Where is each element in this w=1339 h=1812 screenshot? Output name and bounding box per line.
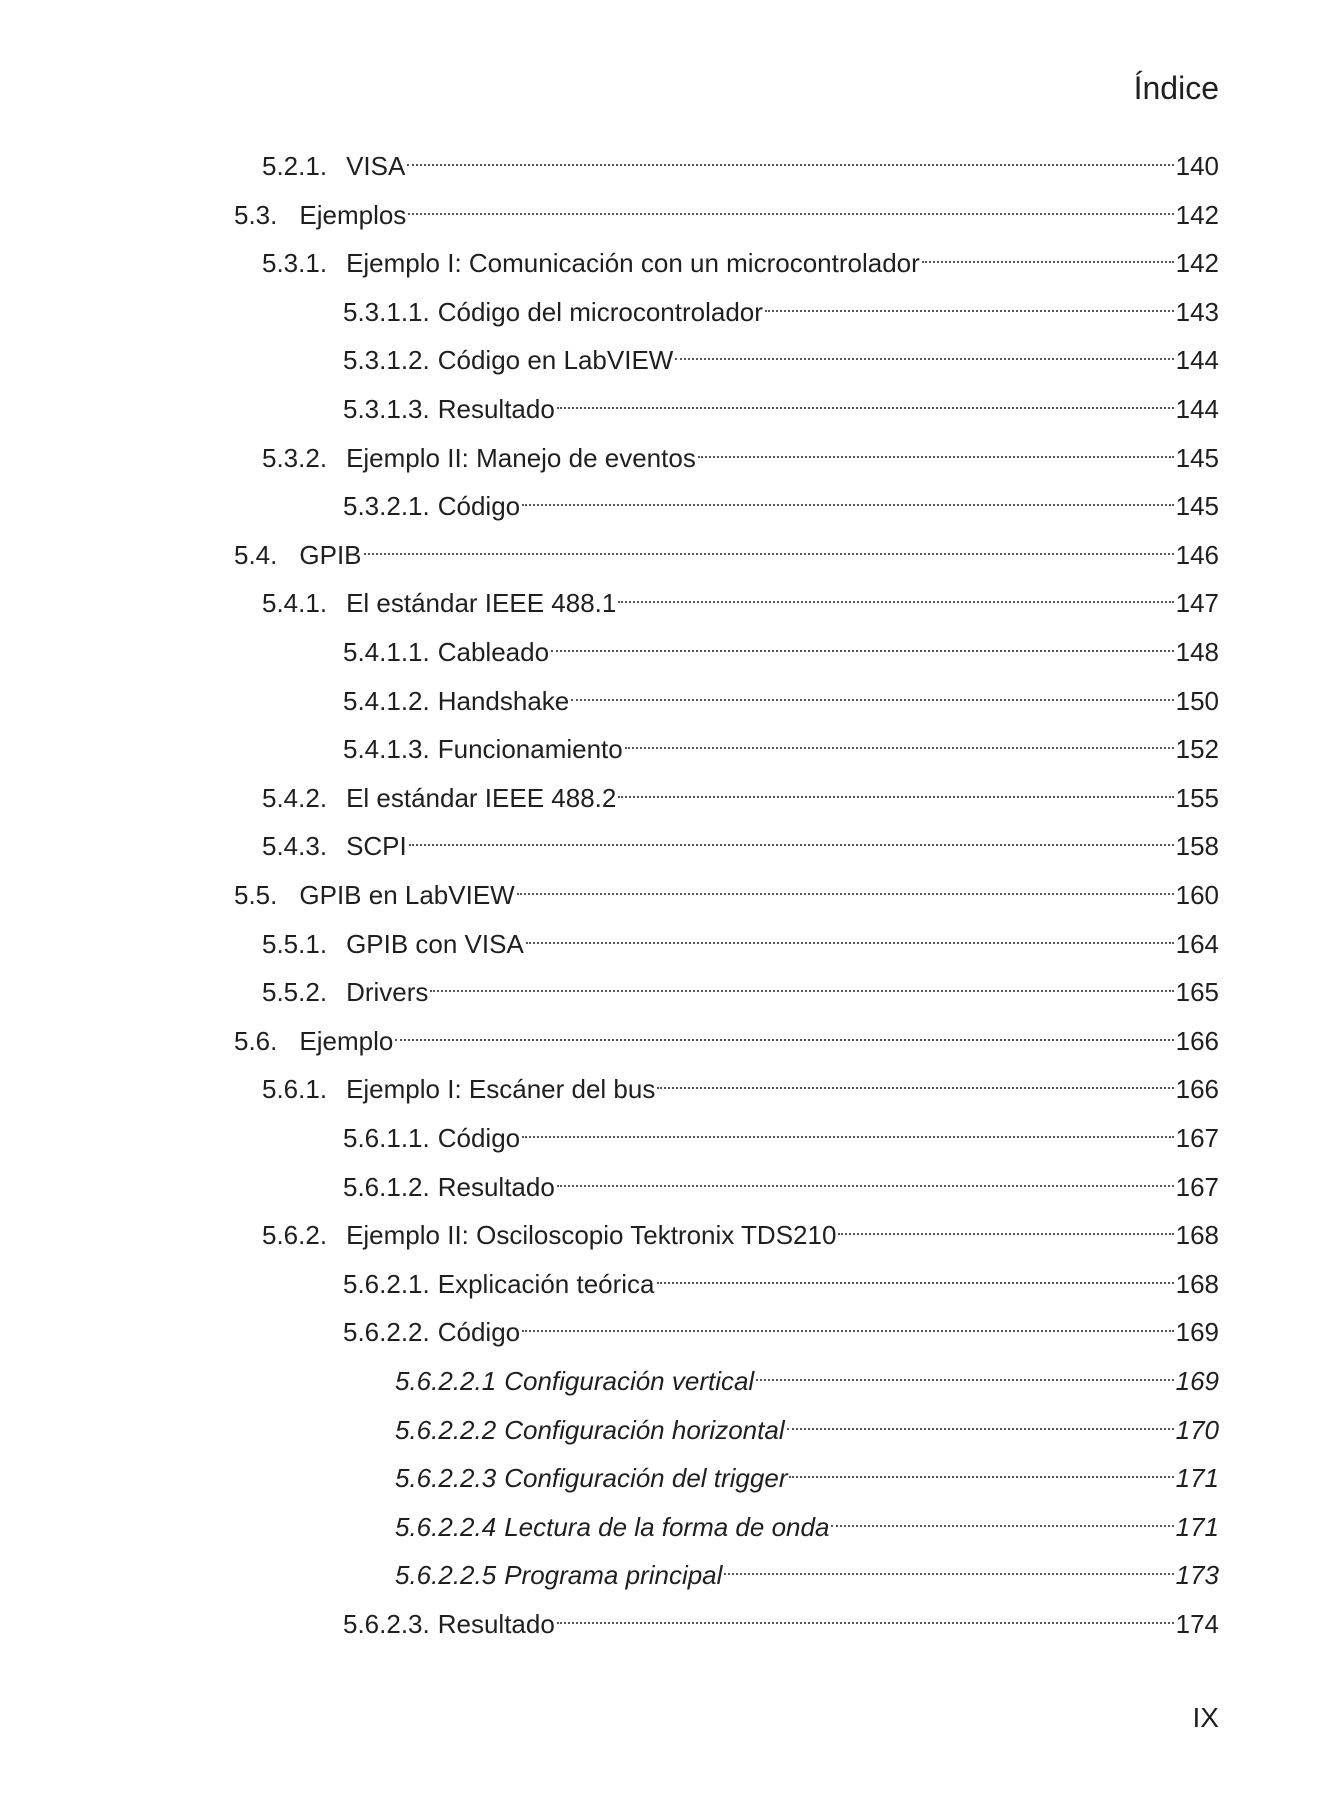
toc-entry-number: 5.4.3.	[262, 831, 328, 862]
toc-entry	[395, 1544, 1219, 1591]
toc-entry-page: 165	[1175, 977, 1219, 1008]
toc-entry-page: 170	[1175, 1414, 1219, 1445]
toc-entry-title: Resultado	[437, 1171, 555, 1202]
toc-entry-number: 5.6.2.	[262, 1220, 328, 1251]
toc-entry-number: 5.6.2.2.	[343, 1317, 430, 1348]
toc-entry-page: 166	[1175, 1025, 1219, 1056]
toc-entry	[262, 1058, 1219, 1105]
toc-entry-title: Drivers	[346, 977, 429, 1008]
toc-entry-title: Resultado	[437, 394, 555, 424]
toc-entry-number: 5.6.2.2.5	[395, 1560, 497, 1591]
toc-dot-leader	[838, 1204, 1173, 1244]
toc-entry-title: Configuración vertical	[504, 1366, 755, 1396]
toc-entry-page: 145	[1175, 442, 1219, 473]
toc-entry-page: 168	[1175, 1268, 1219, 1299]
toc-entry	[234, 524, 1219, 570]
toc-entry-page: 155	[1175, 782, 1219, 813]
toc-entry-number: 5.6.2.1.	[343, 1268, 430, 1299]
toc-entry-number: 5.6.	[234, 1025, 278, 1056]
toc-entry-number: 5.3.2.	[262, 442, 328, 473]
toc-dot-leader	[657, 1058, 1173, 1098]
toc-dot-leader	[517, 864, 1174, 904]
toc-dot-leader	[787, 1399, 1174, 1439]
toc-entry-number: 5.3.1.1.	[343, 296, 430, 327]
toc-dot-leader	[831, 1496, 1173, 1536]
toc-entry-number: 5.3.	[234, 199, 278, 230]
toc-dot-leader	[675, 329, 1173, 369]
toc-entry-page: 150	[1175, 685, 1219, 716]
toc-entry-page: 174	[1175, 1609, 1219, 1639]
toc-entry-page: 146	[1175, 539, 1219, 570]
toc-entry	[262, 961, 1219, 1008]
toc-entry-page: 171	[1175, 1511, 1219, 1542]
toc-entry	[395, 1447, 1219, 1494]
toc-entry	[262, 815, 1219, 862]
toc-entry	[343, 670, 1219, 716]
toc-entry-title: Ejemplo I: Escáner del bus	[346, 1074, 656, 1105]
toc-entry-title: Ejemplo	[299, 1025, 394, 1056]
toc-dot-leader	[557, 1593, 1174, 1633]
toc-entry-title: Handshake	[437, 685, 570, 716]
toc-entry	[262, 913, 1219, 959]
toc-entry-number: 5.6.1.	[262, 1074, 328, 1105]
toc-entry-title: El estándar IEEE 488.1	[346, 588, 617, 619]
toc-entry-number: 5.4.1.3.	[343, 734, 430, 765]
toc-dot-leader	[789, 1447, 1173, 1487]
toc-entry-number: 5.6.2.2.2	[395, 1414, 497, 1445]
toc-entry-title: Ejemplo II: Manejo de eventos	[346, 442, 696, 473]
toc-entry-title: Ejemplo I: Comunicación con un microcontrolador	[346, 248, 920, 279]
toc-entry-title: Código	[437, 491, 521, 522]
toc-entry-page: 167	[1175, 1123, 1219, 1153]
toc-entry-page: 148	[1175, 637, 1219, 667]
toc-entry	[343, 718, 1219, 765]
toc-entry	[343, 1593, 1219, 1639]
toc-entry-number: 5.2.1.	[262, 151, 328, 181]
toc-entry	[262, 232, 1219, 279]
toc-entry-title: Funcionamiento	[437, 734, 623, 765]
toc-entry-page: 144	[1175, 345, 1219, 376]
toc-dot-leader	[618, 767, 1173, 807]
toc-entry	[262, 572, 1219, 619]
toc-entry-number: 5.5.1.	[262, 928, 328, 959]
toc-entry-number: 5.6.1.1.	[343, 1123, 430, 1153]
toc-entry-title: El estándar IEEE 488.2	[346, 782, 617, 813]
toc-entry-title: GPIB con VISA	[346, 928, 524, 959]
toc-entry-title: Código en LabVIEW	[437, 345, 674, 376]
toc-entry-page: 168	[1175, 1220, 1219, 1251]
toc-dot-leader	[395, 1010, 1173, 1050]
toc-entry-title: GPIB en LabVIEW	[299, 880, 515, 910]
toc-dot-leader	[625, 718, 1174, 758]
toc-entry-page: 173	[1175, 1560, 1219, 1591]
toc-dot-leader	[618, 572, 1173, 612]
toc-entry-number: 5.5.2.	[262, 977, 328, 1008]
toc-entry	[234, 184, 1219, 230]
toc-entry-number: 5.4.1.2.	[343, 685, 430, 716]
toc-entry-page: 166	[1175, 1074, 1219, 1105]
toc-dot-leader	[756, 1350, 1173, 1390]
toc-entry-title: Configuración horizontal	[504, 1414, 785, 1445]
toc-dot-leader	[526, 913, 1174, 953]
toc-entry-title: GPIB	[299, 539, 362, 570]
toc-entry	[395, 1350, 1219, 1396]
toc-dot-leader	[522, 475, 1173, 515]
toc-entry-title: Configuración del trigger	[504, 1463, 788, 1494]
toc-entry	[343, 1253, 1219, 1299]
toc-entry-page: 140	[1175, 151, 1219, 181]
toc-dot-leader	[407, 135, 1173, 175]
toc-entry-page: 169	[1175, 1317, 1219, 1348]
toc-entry-number: 5.5.	[234, 880, 278, 910]
toc-entry-number: 5.3.1.2.	[343, 345, 430, 376]
toc-entry	[395, 1399, 1219, 1445]
toc-entry-number: 5.3.1.	[262, 248, 328, 279]
toc-entry-number: 5.6.2.2.1	[395, 1366, 497, 1396]
toc-entry	[343, 378, 1219, 424]
toc-entry	[262, 135, 1219, 181]
toc-entry	[262, 427, 1219, 473]
toc-entry-page: 167	[1175, 1171, 1219, 1202]
toc-dot-leader	[430, 961, 1173, 1001]
toc-entry-number: 5.6.2.2.4	[395, 1511, 497, 1542]
toc-entry-number: 5.3.1.3.	[343, 394, 430, 424]
toc-entry-page: 169	[1175, 1366, 1219, 1396]
toc-entry-page: 171	[1175, 1463, 1219, 1494]
toc-entry-page: 144	[1175, 394, 1219, 424]
toc-entry-number: 5.4.1.1.	[343, 637, 430, 667]
toc-entry	[343, 475, 1219, 522]
toc-entry	[395, 1496, 1219, 1542]
toc-dot-leader	[557, 378, 1174, 418]
toc-entry-title: Resultado	[437, 1609, 555, 1639]
toc-entry	[343, 1107, 1219, 1153]
page-number: IX	[1192, 1702, 1219, 1733]
toc-entry-title: Programa principal	[504, 1560, 723, 1591]
toc-entry-title: Código	[437, 1317, 521, 1348]
toc-dot-leader	[364, 524, 1174, 564]
toc-entry-page: 145	[1175, 491, 1219, 522]
toc-dot-leader	[522, 1107, 1173, 1147]
toc-entry-page: 158	[1175, 831, 1219, 862]
toc-dot-leader	[409, 815, 1174, 855]
toc-entry-title: Explicación teórica	[437, 1268, 655, 1299]
toc-entry-title: Ejemplo II: Osciloscopio Tektronix TDS210	[346, 1220, 837, 1251]
toc-entry-title: Código	[437, 1123, 521, 1153]
toc-entry-title: Código del microcontrolador	[437, 296, 763, 327]
toc-entry-title: Ejemplos	[299, 199, 407, 230]
toc-entry	[343, 329, 1219, 376]
toc-entry-number: 5.4.2.	[262, 782, 328, 813]
toc-entry-number: 5.6.2.3.	[343, 1609, 430, 1639]
toc-entry-title: Cableado	[437, 637, 550, 667]
toc-entry	[343, 1301, 1219, 1348]
toc-dot-leader	[765, 281, 1174, 321]
toc-entry-page: 147	[1175, 588, 1219, 619]
toc-dot-leader	[724, 1544, 1173, 1584]
toc-dot-leader	[922, 232, 1174, 272]
toc-entry-number: 5.6.2.2.3	[395, 1463, 497, 1494]
toc-dot-leader	[522, 1301, 1173, 1341]
toc-entry-page: 142	[1175, 248, 1219, 279]
toc-dot-leader	[408, 184, 1173, 224]
toc-entry-page: 164	[1175, 928, 1219, 959]
toc-entry-title: SCPI	[346, 831, 407, 862]
toc-entry	[234, 864, 1219, 910]
toc-entry-number: 5.4.	[234, 539, 278, 570]
toc-entry-page: 152	[1175, 734, 1219, 765]
toc-dot-leader	[551, 621, 1174, 661]
toc-entry-number: 5.4.1.	[262, 588, 328, 619]
toc-entry-page: 142	[1175, 199, 1219, 230]
toc-entry	[343, 281, 1219, 327]
toc-entry	[234, 1010, 1219, 1056]
toc-entry	[343, 1156, 1219, 1202]
toc-dot-leader	[557, 1156, 1174, 1196]
toc-entry-title: VISA	[346, 151, 406, 181]
toc-entry	[262, 767, 1219, 813]
toc-entry-title: Lectura de la forma de onda	[504, 1511, 830, 1542]
toc-entry-number: 5.3.2.1.	[343, 491, 430, 522]
toc-dot-leader	[698, 427, 1174, 467]
toc-dot-leader	[571, 670, 1173, 710]
toc-entry-page: 160	[1175, 880, 1219, 910]
toc-dot-leader	[657, 1253, 1174, 1293]
toc-entry-number: 5.6.1.2.	[343, 1171, 430, 1202]
toc-entry	[343, 621, 1219, 667]
page-title: Índice	[1133, 70, 1219, 106]
toc-entry-page: 143	[1175, 296, 1219, 327]
toc-entry	[262, 1204, 1219, 1251]
